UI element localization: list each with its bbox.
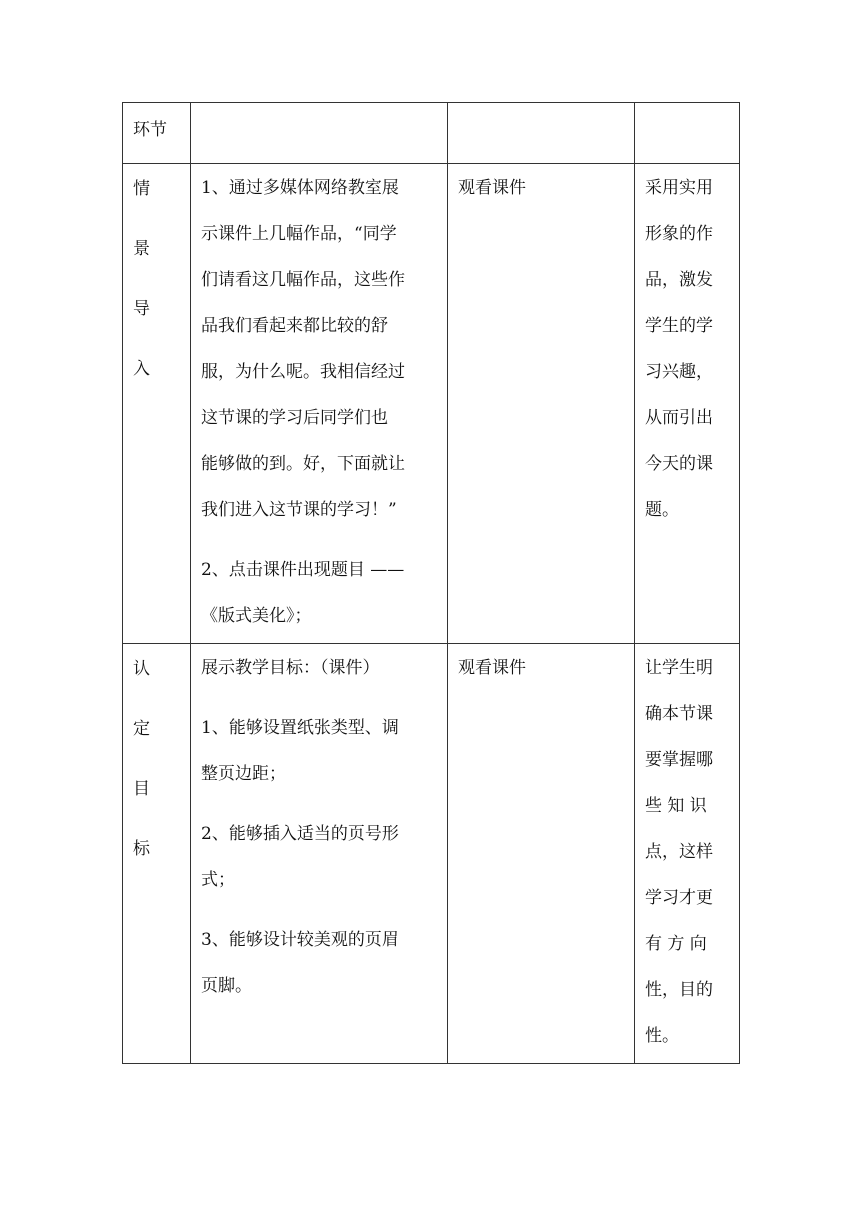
table-header-row bbox=[123, 103, 740, 164]
teacher-paragraph: 1、通过多媒体网络教室展 示课件上几幅作品，“同学 们请看这几幅作品，这些作 品我们看起来都比较的舒 服，为什么呢。我相信经过 这节课的学习后同学们也 能够做的到。好，下面就让 我们进入这节课的学习！” bbox=[201, 178, 405, 520]
stage-char: 情 bbox=[133, 179, 150, 199]
teacher-activity-cell bbox=[191, 164, 448, 644]
header-cell-stage bbox=[123, 103, 191, 164]
stage-char: 标 bbox=[133, 839, 150, 859]
stage-cell bbox=[123, 644, 191, 1064]
stage-cell bbox=[123, 164, 191, 644]
lesson-plan-table bbox=[122, 102, 740, 1064]
teacher-activity-cell bbox=[191, 644, 448, 1064]
teacher-paragraph: 3、能够设计较美观的页眉 页脚。 bbox=[201, 930, 399, 996]
design-intent-cell: 让学生明 确本节课 要掌握哪 些 知 识 点，这样 学习才更 有 方 向 性，目的 性。 bbox=[635, 644, 740, 1064]
header-stage-label: 环节 bbox=[133, 120, 167, 140]
teacher-paragraph: 1、能够设置纸张类型、调 整页边距； bbox=[201, 718, 399, 784]
teacher-paragraph: 2、点击课件出现题目 —— 《版式美化》； bbox=[201, 560, 405, 626]
teacher-paragraph: 2、能够插入适当的页号形 式； bbox=[201, 824, 399, 890]
student-activity-cell bbox=[448, 644, 635, 1064]
table-row bbox=[123, 164, 740, 644]
stage-char: 认 bbox=[133, 659, 150, 679]
header-cell-teacher bbox=[191, 103, 448, 164]
stage-char: 景 bbox=[133, 239, 150, 259]
stage-char: 定 bbox=[133, 719, 150, 739]
header-cell-student bbox=[448, 103, 635, 164]
design-intent-cell: 采用实用 形象的作 品，激发 学生的学 习兴趣， 从而引出 今天的课 题。 bbox=[635, 164, 740, 644]
header-cell-intent bbox=[635, 103, 740, 164]
student-activity-cell bbox=[448, 164, 635, 644]
teacher-paragraph: 展示教学目标：（课件） bbox=[201, 658, 380, 678]
stage-char: 导 bbox=[133, 299, 150, 319]
student-activity-text: 观看课件 bbox=[458, 658, 526, 678]
stage-char: 入 bbox=[133, 359, 150, 379]
table-row bbox=[123, 644, 740, 1064]
student-activity-text: 观看课件 bbox=[458, 178, 526, 198]
stage-char: 目 bbox=[133, 779, 150, 799]
